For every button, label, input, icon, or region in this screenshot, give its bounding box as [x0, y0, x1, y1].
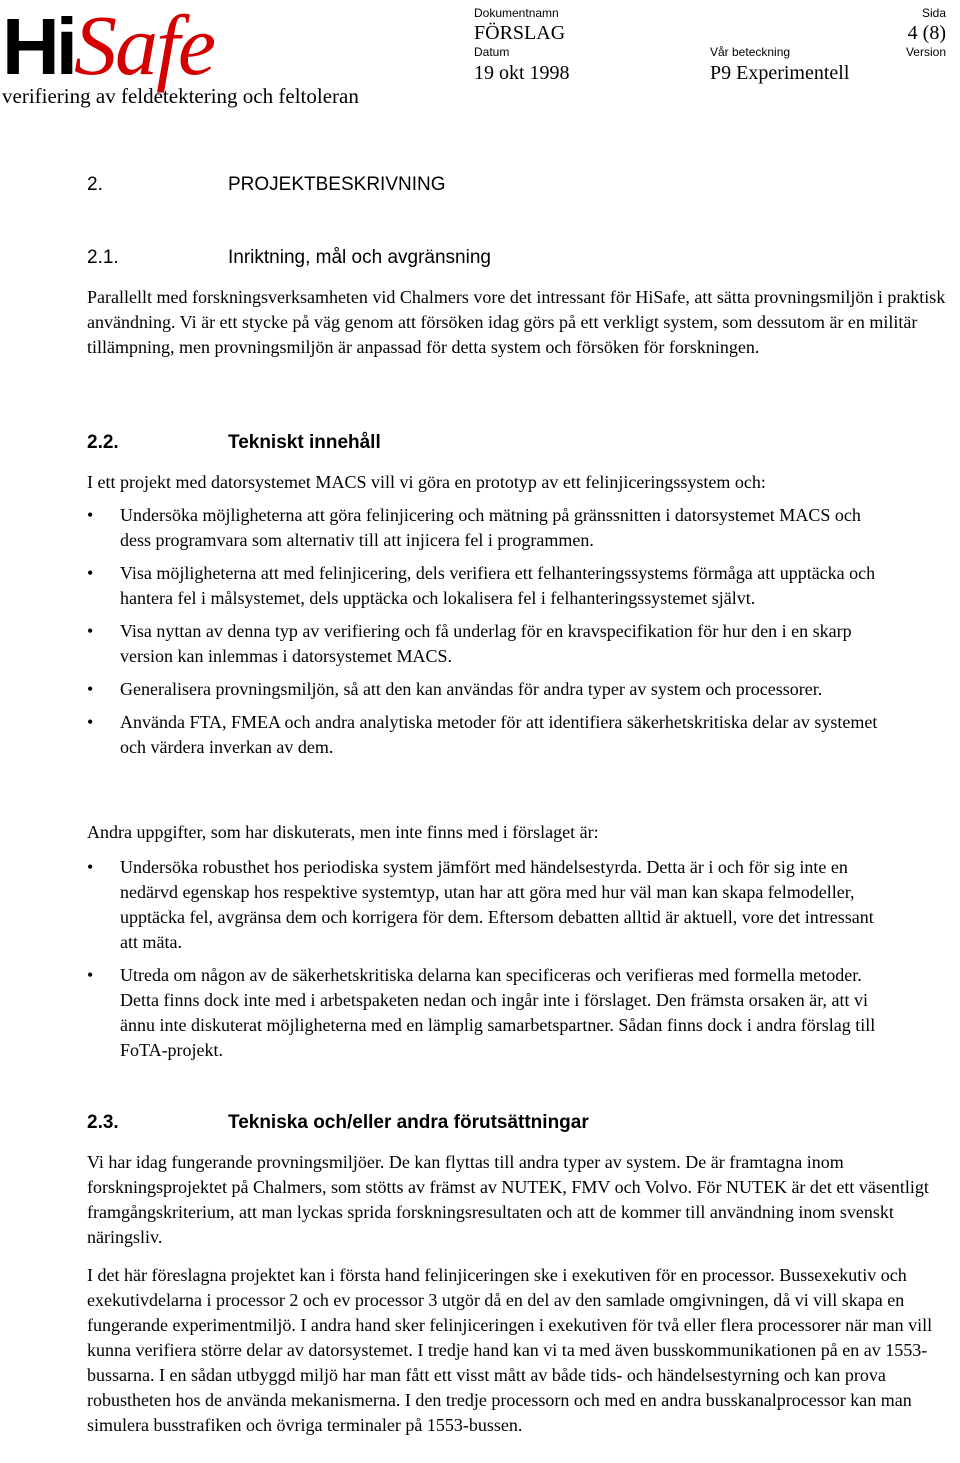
section-number: 2.2. — [87, 432, 119, 453]
hisafe-logo — [2, 0, 215, 93]
list-item-text: Visa möjligheterna att med felinjicering, dels verifiera ett felhanteringssystems förmåga att upptäcka och hantera fel i målsystemet, dels upptäcka och lokalisera fel i felhanteringssystemet självt. — [120, 563, 876, 608]
section-heading-2-1 — [87, 247, 491, 269]
list-item — [87, 677, 887, 702]
date-label: Datum — [474, 45, 510, 59]
list-item-text: Generalisera provningsmiljön, så att den kan användas för andra typer av system och processorer. — [120, 679, 823, 699]
paragraph-2-1: Parallellt med forskningsverksamheten vid Chalmers vore det intressant för HiSafe, att sätta provningsmiljön i praktisk användning. Vi är ett stycke på väg genom att försöken idag görs på ett verkligt system, som dessutom är en militär tillämpning, men provningsmiljön är anpassad för detta system och försöken för forskningen. — [87, 287, 946, 357]
bullet-icon: • — [87, 621, 94, 641]
list-item-text: Undersöka möjligheterna att göra felinjicering och mätning på gränssnitten i datorsystemet MACS och dess programvara som alternativ till att injicera fel i programmen. — [120, 505, 861, 550]
section-title: PROJEKTBESKRIVNING — [228, 174, 446, 195]
date-value: 19 okt 1998 — [474, 62, 570, 84]
bullet-icon: • — [87, 505, 94, 525]
list-item — [87, 855, 887, 955]
bullet-icon: • — [87, 857, 94, 877]
list-item-text: Undersöka robusthet hos periodiska system jämfört med händelsestyrda. Detta är i och för sig inte en nedärvd egenskap hos respektive systemtyp, utan har att göra med hur väl man kan skapa felmodeller, upptäcka fel, avgränsa dem och korrigera för dem. Eftersom debatten alltid är aktuell, vore det intressant att mäta. — [120, 857, 874, 952]
bullet-icon: • — [87, 563, 94, 583]
bullet-icon: • — [87, 965, 94, 985]
doc-name: FÖRSLAG — [474, 22, 566, 44]
paragraph-2-3-second: I det här föreslagna projektet kan i första hand felinjiceringen ske i exekutiven för en processor. Bussexekutiv och exekutivdelarna i processor 2 och ev processor 3 utgör då en del av den samlade omgivningen, då vi vill skapa en fungerande experimentmiljö. I andra hand sker felinjiceringen i exekutiven för två eller flera processorer när man vill kunna verifiera större delar av datorsystemet. I tredje hand kan vi ta med även busskommunikationen på en av 1553-bussarna. I en sådan utbyggd miljö har man fått ett visst mått av både tids- och händelsestyrning och kan prova robustheten hos de använda mekanismerna. I den tredje processorn och med en andra busskanalprocessor kan man simulera busstrafiken och övriga terminaler på 1553-bussen. — [87, 1265, 933, 1435]
version-label: Version — [905, 45, 946, 59]
doc-name-label: Dokumentnamn — [474, 6, 559, 20]
section-title: Tekniskt innehåll — [228, 432, 381, 453]
list-item-text: Utreda om någon av de säkerhetskritiska delarna kan specificeras och verifieras med formella metoder. Detta finns dock inte med i arbetspaketen nedan och ingår inte i förslaget. Den främsta orsaken är, att vi ännu inte diskuterat möjligheterna med en lämplig samarbetspartner. Sådan finns dock i andra förslag till FoTA-projekt. — [120, 965, 876, 1060]
section-heading-2-2 — [87, 432, 381, 454]
list-item — [87, 963, 887, 1063]
page-number: 4 (8) — [907, 22, 946, 44]
bullet-list-goals — [87, 503, 887, 768]
logo-tagline: verifiering av feldetektering och feltoleran — [2, 84, 359, 108]
section-number: 2. — [87, 174, 103, 195]
page-label: Sida — [921, 6, 946, 20]
section-number: 2.1. — [87, 247, 119, 268]
bullet-icon: • — [87, 712, 94, 732]
logo-hi-text: Hi — [2, 2, 74, 91]
logo-safe-text: Safe — [74, 0, 215, 93]
paragraph-other-tasks: Andra uppgifter, som har diskuterats, men inte finns med i förslaget är: — [87, 822, 599, 842]
paragraph-2-3-first: Vi har idag fungerande provningsmiljöer. De kan flyttas till andra typer av system. De är framtagna inom forskningsprojektet på Chalmers, som stötts av främst av NUTEK, FMV och Volvo. För NUTEK är det ett väsentligt framgångskriterium, att man lyckas sprida forskningsresultaten och att de kommer till användning inom svenskt näringsliv. — [87, 1152, 929, 1247]
list-item — [87, 710, 887, 760]
paragraph-2-2-intro: I ett projekt med datorsystemet MACS vill vi göra en prototyp av ett felinjiceringssystem och: — [87, 472, 766, 492]
list-item — [87, 561, 887, 611]
reference-value: P9 Experimentell — [710, 62, 850, 84]
list-item — [87, 619, 887, 669]
list-item — [87, 503, 887, 553]
bullet-list-other-tasks — [87, 855, 887, 1071]
bullet-icon: • — [87, 679, 94, 699]
section-heading-2-3 — [87, 1112, 589, 1134]
reference-label: Vår beteckning — [710, 45, 791, 59]
section-title: Tekniska och/eller andra förutsättningar — [228, 1112, 589, 1133]
section-title: Inriktning, mål och avgränsning — [228, 247, 491, 268]
list-item-text: Visa nyttan av denna typ av verifiering och få underlag för en kravspecifikation för hur den i en skarp version kan inlemmas i datorsystemet MACS. — [120, 621, 852, 666]
section-number: 2.3. — [87, 1112, 119, 1133]
list-item-text: Använda FTA, FMEA och andra analytiska metoder för att identifiera säkerhetskritiska delar av systemet och värdera inverkan av dem. — [120, 712, 878, 757]
section-heading-2 — [87, 174, 446, 196]
